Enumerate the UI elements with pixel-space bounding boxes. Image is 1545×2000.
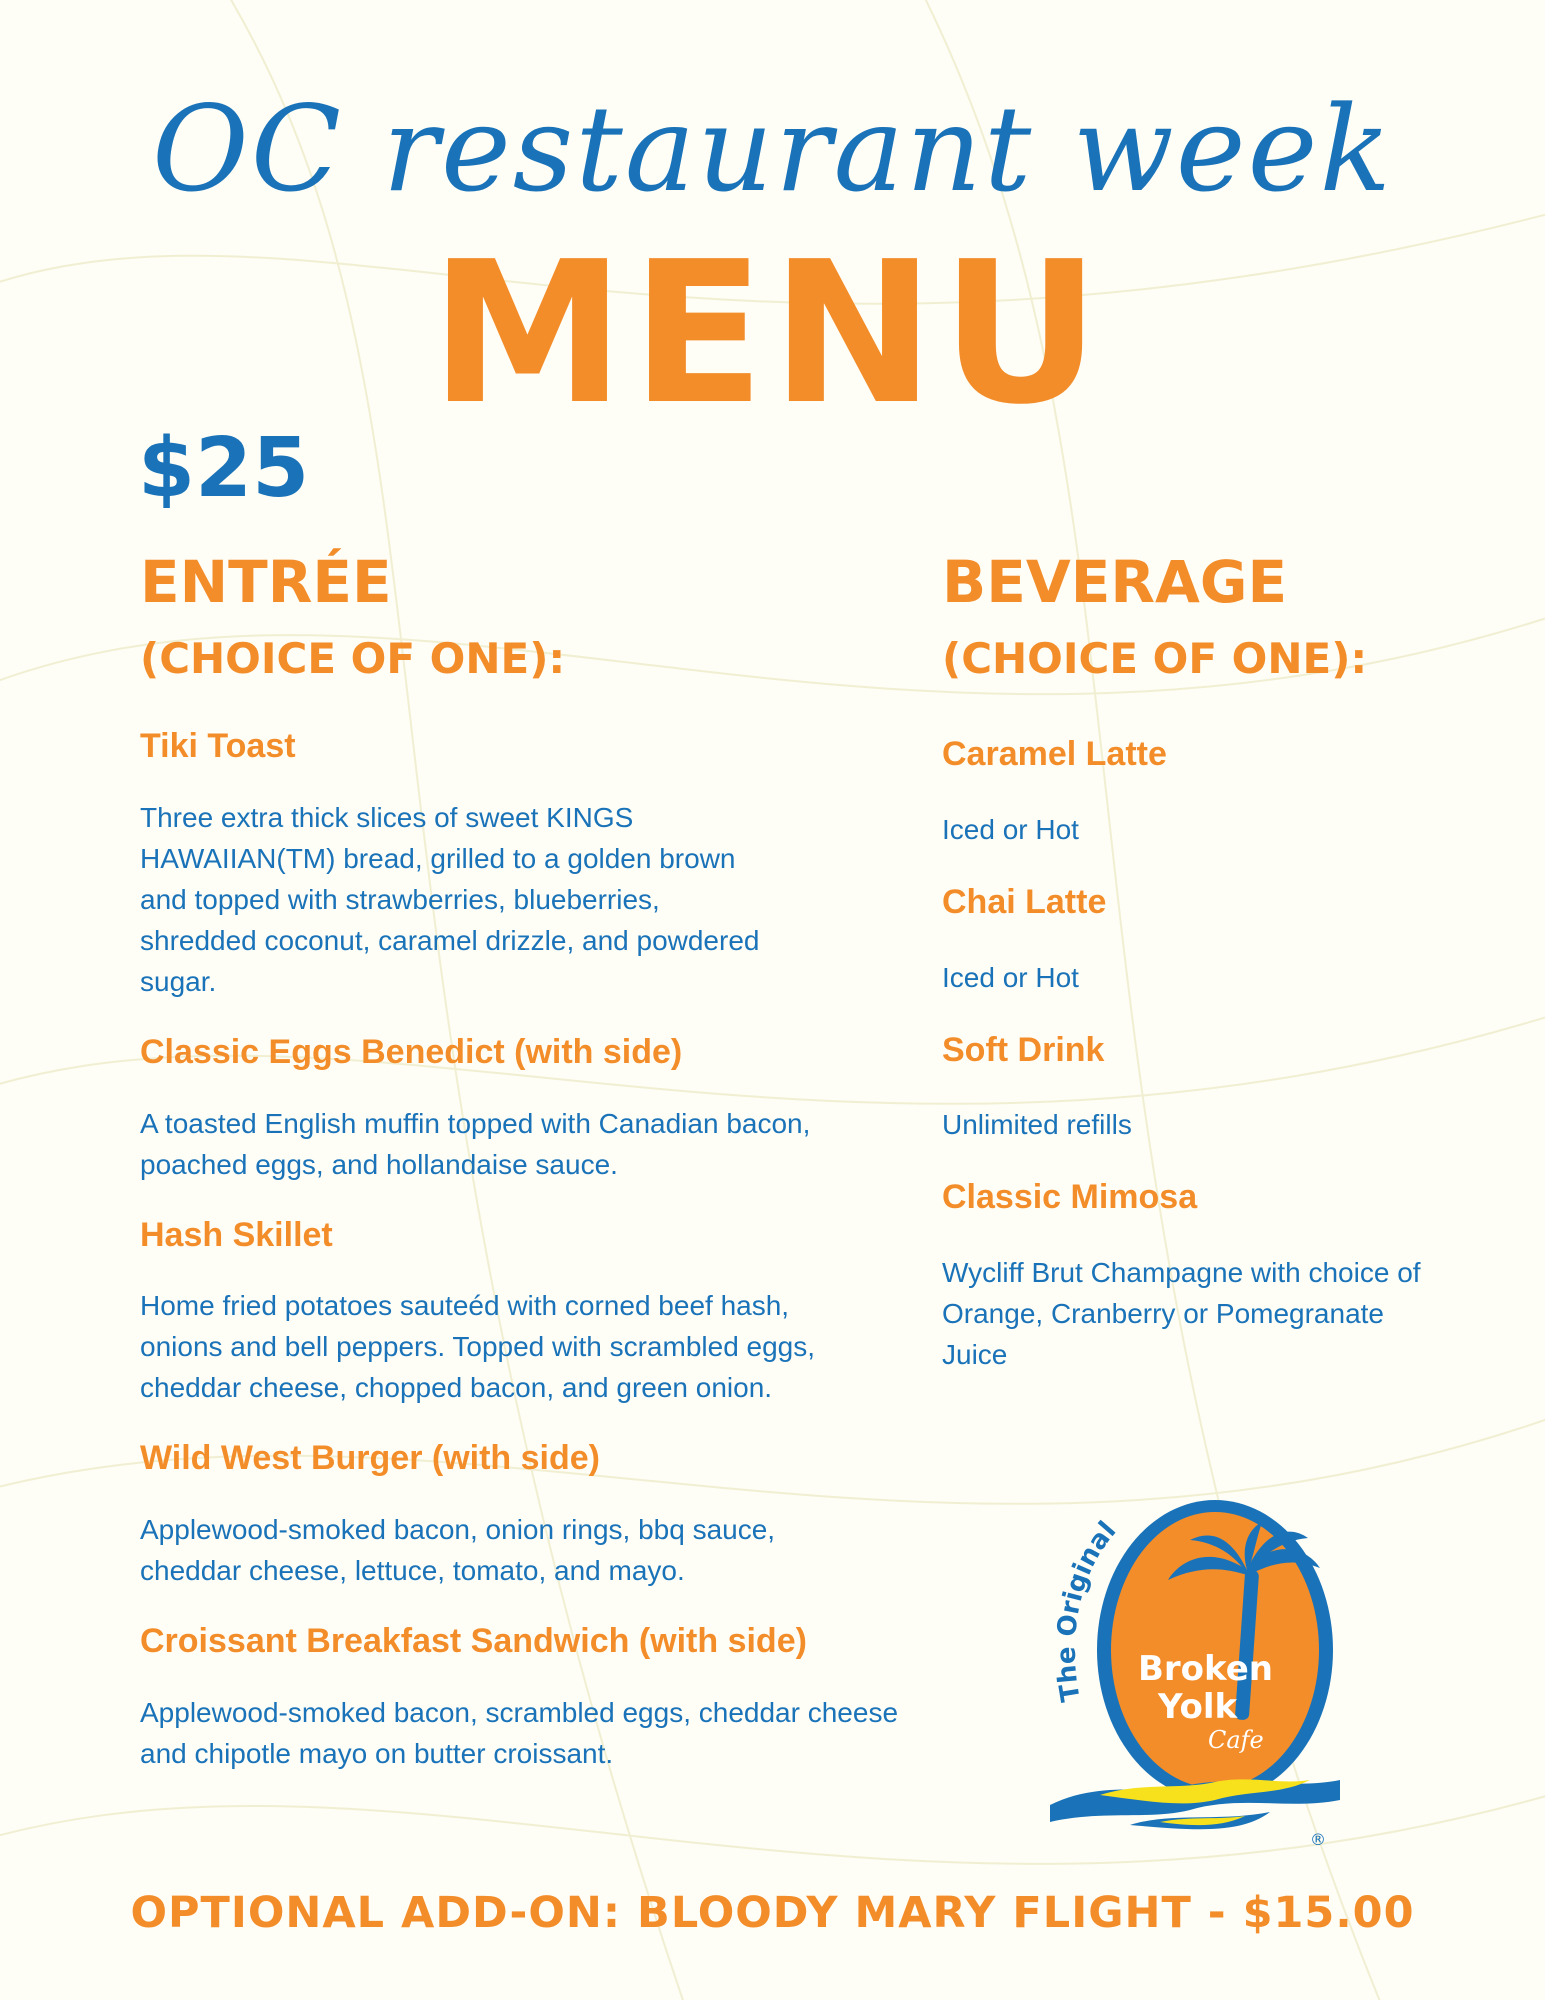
price-label: $25 [138,421,310,516]
logo-yolk-text: Yolk [1158,1687,1238,1727]
entree-item-description: Three extra thick slices of sweet KINGS HAWAIIAN(TM) bread, grilled to a golden brown and topped with strawberries, blueberries, shredded coconut, caramel drizzle, and powdered sugar. [140,801,760,997]
entree-section [140,548,960,1774]
entree-heading: ENTRÉE [140,548,392,616]
entree-item-description: Applewood-smoked bacon, onion rings, bbq sauce, cheddar cheese, lettuce, tomato, and mayo. [140,1514,776,1587]
beverage-item-description: Iced or Hot [942,813,1079,845]
entree-subheading: (CHOICE OF ONE): [140,633,566,683]
beverage-item-description: Unlimited refills [942,1109,1132,1141]
beverage-subheading: (CHOICE OF ONE): [942,633,1368,683]
entree-item-description: A toasted English muffin topped with Canadian bacon, poached eggs, and hollandaise sauce. [140,1107,811,1180]
entree-item-name: Hash Skillet [140,1215,333,1254]
beverage-section [942,548,1442,1375]
menu-heading: MENU [430,220,1107,448]
logo-cafe-text: Cafe [1208,1726,1264,1754]
beverage-heading: BEVERAGE [942,548,1288,616]
beverage-item-name: Classic Mimosa [942,1178,1198,1217]
entree-item-name: Tiki Toast [140,726,296,765]
event-title: OC restaurant week [152,80,1393,218]
beverage-item-description: Wycliff Brut Champagne with choice of Orange, Cranberry or Pomegranate Juice [942,1257,1421,1371]
entree-item-description: Home fried potatoes sauteéd with corned beef hash, onions and bell peppers. Topped with scrambled eggs, cheddar cheese, chopped bacon, and green onion. [140,1290,816,1404]
entree-item-name: Classic Eggs Benedict (with side) [140,1032,683,1071]
addon-footer: OPTIONAL ADD-ON: BLOODY MARY FLIGHT - $15.00 [130,1888,1415,1938]
logo-broken-text: Broken [1138,1649,1274,1689]
broken-yolk-logo [1040,1450,1350,1850]
logo-original-arc-text: The Original [1051,1515,1123,1704]
beverage-item-description: Iced or Hot [942,961,1079,993]
entree-item-name: Croissant Breakfast Sandwich (with side) [140,1622,807,1661]
entree-item-name: Wild West Burger (with side) [140,1439,600,1478]
beverage-item-name: Caramel Latte [942,734,1167,773]
beverage-item-name: Chai Latte [942,882,1107,921]
beverage-item-name: Soft Drink [942,1030,1105,1069]
registered-mark: ® [1310,1830,1326,1849]
entree-item-description: Applewood-smoked bacon, scrambled eggs, cheddar cheese and chipotle mayo on butter croissant. [140,1696,899,1769]
